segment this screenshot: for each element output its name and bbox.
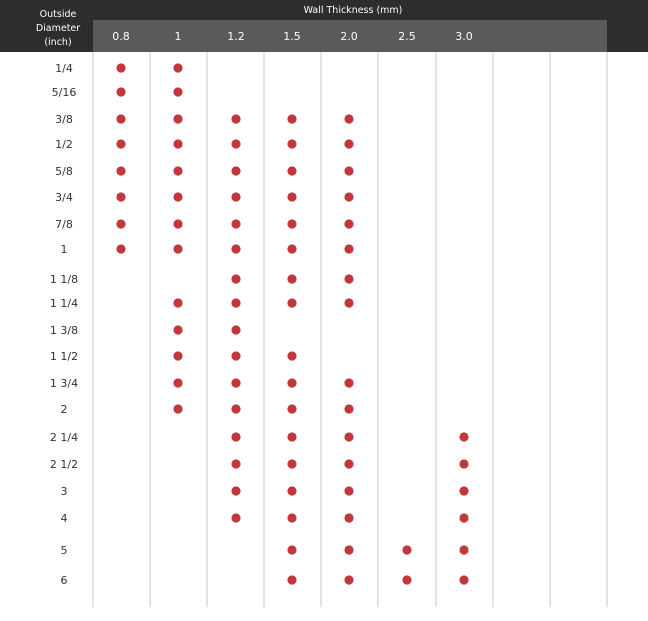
availability-dot	[116, 63, 125, 72]
availability-dot	[402, 575, 411, 584]
availability-dot	[231, 459, 240, 468]
availability-dot	[287, 432, 296, 441]
row-label: 5/8	[55, 165, 73, 178]
availability-dot	[173, 325, 182, 334]
chart-title: Wall Thickness (mm)	[303, 5, 403, 16]
availability-dot	[231, 513, 240, 522]
availability-dot	[459, 459, 468, 468]
availability-dot	[173, 219, 182, 228]
corner-label-line-2: Diameter	[35, 23, 81, 34]
row-label: 7/8	[55, 218, 73, 231]
availability-dot	[231, 325, 240, 334]
row-label: 4	[60, 512, 68, 525]
availability-dot	[287, 459, 296, 468]
availability-dot	[173, 114, 182, 123]
row-label: 3	[60, 485, 68, 498]
availability-dot	[287, 378, 296, 387]
column-label: 2.0	[340, 30, 358, 43]
grid-lines	[93, 52, 607, 607]
availability-dot	[231, 298, 240, 307]
availability-dot	[344, 219, 353, 228]
row-label: 6	[60, 574, 68, 587]
availability-dot	[287, 139, 296, 148]
availability-dot	[231, 432, 240, 441]
availability-dot	[287, 298, 296, 307]
row-label: 3/8	[55, 113, 73, 126]
column-label: 2.5	[398, 30, 416, 43]
availability-dot	[173, 244, 182, 253]
availability-dot	[344, 486, 353, 495]
row-label: 1 3/8	[49, 324, 79, 337]
corner-label-line-1: Outside	[39, 9, 77, 20]
availability-dot	[459, 545, 468, 554]
availability-dot	[287, 351, 296, 360]
availability-dot	[344, 575, 353, 584]
row-label: 1/4	[55, 62, 73, 75]
availability-dot	[116, 219, 125, 228]
column-label: 0.8	[112, 30, 130, 43]
row-label: 2	[60, 403, 68, 416]
availability-dot	[173, 87, 182, 96]
availability-dot	[344, 545, 353, 554]
availability-dot	[231, 114, 240, 123]
corner-label-line-3: (inch)	[44, 37, 72, 48]
row-label: 2 1/2	[49, 458, 79, 471]
availability-dot	[173, 139, 182, 148]
row-label: 1 3/4	[49, 377, 79, 390]
row-label: 1	[60, 243, 68, 256]
availability-dot	[344, 404, 353, 413]
availability-dot	[231, 166, 240, 175]
availability-dot	[173, 166, 182, 175]
availability-dot	[231, 139, 240, 148]
availability-dot	[344, 139, 353, 148]
availability-dot	[459, 513, 468, 522]
availability-dot	[344, 114, 353, 123]
row-label: 1 1/4	[49, 297, 79, 310]
row-label: 1/2	[55, 138, 73, 151]
column-label: 1.5	[283, 30, 301, 43]
availability-dot	[231, 244, 240, 253]
availability-dot	[287, 404, 296, 413]
availability-dot	[173, 404, 182, 413]
availability-dot	[344, 378, 353, 387]
availability-dot	[287, 274, 296, 283]
availability-dot	[116, 114, 125, 123]
row-label: 2 1/4	[49, 431, 79, 444]
availability-dot	[344, 192, 353, 201]
availability-dot	[231, 192, 240, 201]
availability-dot	[459, 486, 468, 495]
availability-dot	[116, 166, 125, 175]
availability-dot	[173, 378, 182, 387]
availability-dot	[459, 575, 468, 584]
row-label: 5/16	[51, 86, 77, 99]
availability-dot	[344, 432, 353, 441]
availability-dot	[287, 166, 296, 175]
availability-dot	[231, 219, 240, 228]
availability-dot	[287, 219, 296, 228]
availability-dot	[459, 432, 468, 441]
availability-dot	[287, 545, 296, 554]
availability-dot	[173, 192, 182, 201]
column-label: 1.2	[227, 30, 245, 43]
availability-dot	[231, 274, 240, 283]
availability-dot	[287, 244, 296, 253]
availability-dot	[231, 404, 240, 413]
availability-dots	[116, 63, 468, 584]
availability-dot	[344, 244, 353, 253]
availability-dot	[287, 513, 296, 522]
availability-dot	[287, 575, 296, 584]
row-label: 1 1/2	[49, 350, 79, 363]
availability-dot	[344, 274, 353, 283]
availability-dot	[344, 513, 353, 522]
row-label: 5	[60, 544, 68, 557]
availability-dot	[287, 192, 296, 201]
availability-dot	[287, 486, 296, 495]
availability-dot	[231, 486, 240, 495]
row-label: 1 1/8	[49, 273, 79, 286]
column-label: 1	[174, 30, 182, 43]
availability-dot	[344, 298, 353, 307]
availability-dot	[173, 63, 182, 72]
availability-dot	[173, 351, 182, 360]
availability-dot	[116, 244, 125, 253]
column-label: 3.0	[455, 30, 473, 43]
availability-dot	[287, 114, 296, 123]
availability-dot	[231, 351, 240, 360]
availability-dot	[116, 192, 125, 201]
row-labels	[50, 62, 78, 587]
availability-dot	[173, 298, 182, 307]
availability-dot	[116, 139, 125, 148]
availability-dot	[344, 459, 353, 468]
availability-dot	[231, 378, 240, 387]
row-label: 3/4	[55, 191, 73, 204]
availability-dot	[116, 87, 125, 96]
availability-dot	[344, 166, 353, 175]
availability-dot	[402, 545, 411, 554]
